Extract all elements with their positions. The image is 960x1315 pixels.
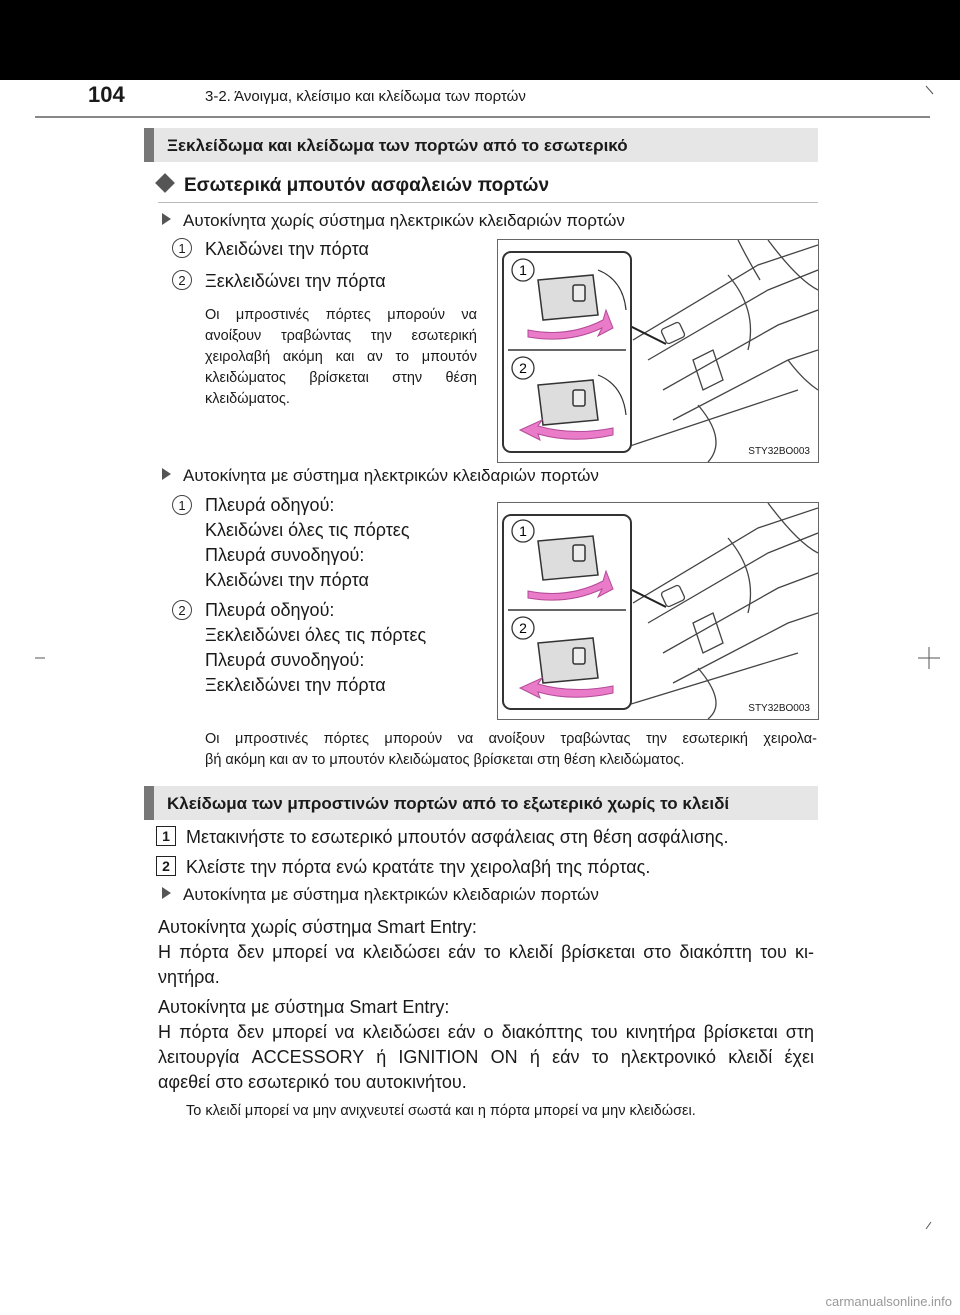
step-number: 2: [172, 600, 192, 620]
lock-text: Κλειδώνει την πόρτα: [205, 239, 369, 259]
callout-1: 1: [519, 523, 527, 539]
paragraph-no-smart-entry: Αυτοκίνητα χωρίς σύστημα Smart Entry: Η πόρτα δεν μπορεί να κλειδώσει εάν το κλειδί βρίσκεται στο διακόπτη του κι- νητήρα.: [158, 917, 814, 987]
paragraph-smart-entry: Αυτοκίνητα με σύστημα Smart Entry: Η πόρτα δεν μπορεί να κλειδώσει εάν ο διακόπτης του κινητήρα βρίσκεται στη λειτουργία ACCESSORY ή IGNITION ON ή εάν το ηλεκτρονικό κλειδί έχει αφεθεί στο εσωτερικό του αυτοκινήτου.: [158, 997, 814, 1092]
section-heading-inside: Ξεκλείδωμα και κλείδωμα των πορτών από το εσωτερικό: [144, 128, 818, 162]
figure-door-lock-buttons-power: [497, 502, 819, 720]
step-number: 2: [172, 270, 192, 290]
callout-1: 1: [519, 262, 527, 278]
note-front-doors: Οι μπροστινές πόρτες μπορούν να ανοίξουν τραβώντας την εσωτερική χειρολα- βή ακόμη και αν το μπουτόν κλειδώματος βρίσκεται στη θέση κλειδώματος.: [205, 731, 817, 768]
door-panel-illustration: [498, 240, 818, 462]
subheading-lock-buttons: Εσωτερικά μπουτόν ασφαλειών πορτών: [158, 175, 549, 197]
step-1-text: Μετακινήστε το εσωτερικό μπουτόν ασφάλειας στη θέση ασφάλισης.: [186, 827, 729, 847]
case-power-locks: Αυτοκίνητα με σύστημα ηλεκτρικών κλειδαριών πορτών: [162, 466, 599, 486]
figure-code: STY32BO003: [748, 703, 810, 714]
step-number: 1: [172, 238, 192, 258]
figure-code: STY32BO003: [748, 446, 810, 457]
step-number: 1: [172, 495, 192, 515]
callout-2: 2: [519, 360, 527, 376]
watermark: carmanualsonline.info: [825, 1294, 952, 1309]
triangle-bullet-icon: [162, 213, 171, 225]
step-2-text: Κλείστε την πόρτα ενώ κρατάτε την χειρολαβή της πόρτας.: [186, 857, 651, 877]
lock-description: Πλευρά οδηγού: Κλειδώνει όλες τις πόρτες Πλευρά συνοδηγού: Κλειδώνει την πόρτα: [205, 495, 410, 590]
chapter-title: 3-2. Άνοιγμα, κλείσιμο και κλείδωμα των πορτών: [205, 88, 526, 105]
triangle-bullet-icon: [162, 887, 171, 899]
case-no-power-locks: Αυτοκίνητα χωρίς σύστημα ηλεκτρικών κλειδαριών πορτών: [162, 211, 625, 231]
page-number: 104: [88, 82, 125, 107]
case-power-locks-2: Αυτοκίνητα με σύστημα ηλεκτρικών κλειδαριών πορτών: [162, 885, 599, 905]
note-key-detection: Το κλειδί μπορεί να μην ανιχνευτεί σωστά και η πόρτα μπορεί να μην κλειδώσει.: [186, 1103, 696, 1119]
unlock-text: Ξεκλειδώνει την πόρτα: [205, 271, 386, 291]
diamond-bullet-icon: [155, 173, 175, 193]
unlock-description: Πλευρά οδηγού: Ξεκλειδώνει όλες τις πόρτες Πλευρά συνοδηγού: Ξεκλειδώνει την πόρτα: [205, 600, 427, 695]
step-number: 1: [156, 826, 176, 846]
callout-2: 2: [519, 620, 527, 636]
door-panel-illustration: [498, 503, 818, 719]
section-heading-outside: Κλείδωμα των μπροστινών πορτών από το εξωτερικό χωρίς το κλειδί: [144, 786, 818, 820]
subheading-rule: [158, 202, 818, 203]
triangle-bullet-icon: [162, 468, 171, 480]
figure-door-lock-buttons: [497, 239, 819, 463]
step-number: 2: [156, 856, 176, 876]
note-inner-handle: Οι μπροστινές πόρτες μπορούν να ανοίξουν τραβώντας την εσωτερική χειρολαβή ακόμη και αν το μπουτόν κλειδώματος βρίσκεται στην θέση κλειδώματος.: [205, 307, 477, 407]
